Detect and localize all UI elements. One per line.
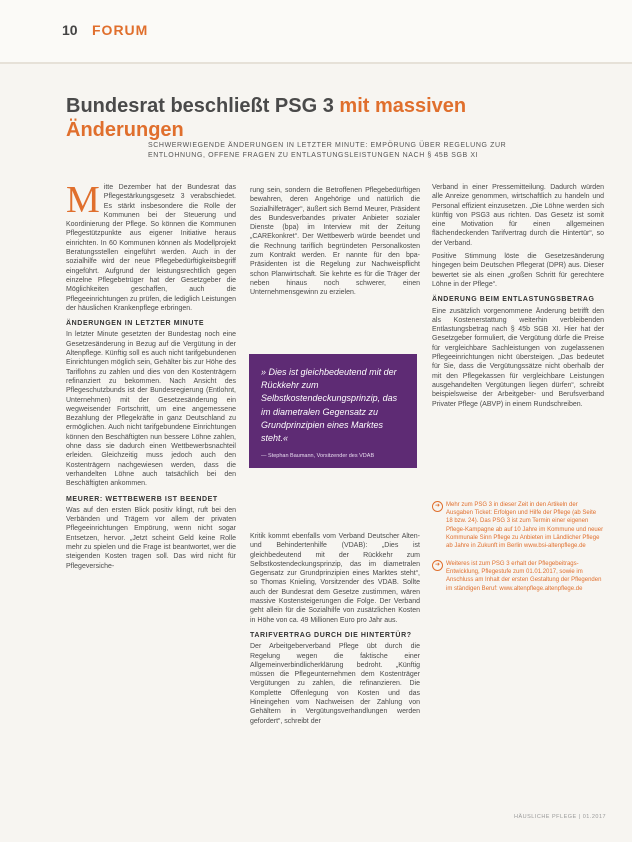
paragraph: In letzter Minute gesetzten der Bundestag noch eine Gesetzesänderung in Bezug auf die Vergütung in der Altenpflege. Künftig soll es auch nicht tarifgebundenen Einrichtungen möglich sein, Gehälter bis zur Höhe des Tariflohns zu zahlen und dies von den Kostenträgern refinanziert zu bekommen. Nach Ansicht des Pflegeschutzbunds ist der Bundesregierung (Entlohnt, Unternehmen) mit der Gesetzesänderung ein wegweisender Fortschritt, um eine angemessene Bezahlung der Pflegekräfte in ganz Deutschland zu ermöglichen. Auch nicht tarifgebundene Einrichtungen können den Beschäftigten nun bessere Löhne zahlen, ohne dass sie dadurch einen Wettbewerbsnachteil erleiden. Gleichzeitig muss jedoch auch den Kostenträgern nachgewiesen werden, dass die verhandelten Löhne auch tatsächlich bei den Beschäftigten ankommen. [66, 331, 236, 488]
paragraph-text: itte Dezember hat der Bundesrat das Pflegestärkungsgesetz 3 verabschiedet. Es stärkt insbesondere die Rolle der Kommunen bei der Steuerung und Koordinierung der Pflege. So können die Kommunen Pflegestützpunkte aus eigener Initiative heraus einrichten. In 60 Kommunen können als Modellprojekt Beratungsstellen eingeführt werden. Auch in der sozialhilfe wird der neue Pflegebedürftigkeitsbegriff eingeführt. Aufgrund der leistungsrechtlich gegen einzelne Pflegebetrüger hat der Gesetzgeber die Möglichkeiten geschaffen, auch die Pflegeeinrichtungen zu prüfen, die lediglich Leistungen der häuslichen Krankenpflege erbringen. [66, 184, 236, 312]
arrow-right-icon: ➜ [432, 501, 443, 512]
info-text: Weiteres ist zum PSG 3 erhalt der Pflegebeitrags-Entwicklung, Pflegestufe zum 01.01.2017, sowie im Anschluss am Inhalt der ersten Gestaltung der Pflegenden im ständigen Beruf: www.altenpflege.altenpflege.de [446, 561, 602, 592]
paragraph: Was auf den ersten Blick positiv klingt, ruft bei den Verbänden und Trägern vor allem der privaten Pflegeeinrichtungen Empörung, wenn nicht sogar Entsetzen, hervor. „Jetzt scheint Geld keine Rolle mehr zu spielen und die Frage ist beantwortet, wer die steigenden Kosten tragen soll. Das wird nicht für Pflegeversiche- [66, 506, 236, 570]
drop-cap: M [66, 179, 100, 221]
headline-part1: Bundesrat beschließt PSG 3 [66, 95, 334, 117]
section-heading: TARIFVERTRAG DURCH DIE HINTERTÜR? [250, 631, 412, 639]
column-3 [432, 183, 604, 413]
quote-author: — Stephan Baumann, Vorsitzender des VDAB [261, 453, 375, 460]
page-footer: HÄUSLICHE PFLEGE | 01.2017 [514, 814, 607, 820]
paragraph [66, 179, 236, 313]
paragraph: Der Arbeitgeberverband Pflege übt durch die Regelung wegen die faktische einer Allgemeinverbindlicherklärung bedroht. „Künftig müssen die Pflegeunternehmen dem Kostenträger Vergütungen zu zahlen, die refinanzieren. Die Komplette Offenlegung von Kosten und das Hineingehen vom Nachweisen der Zahlung von Gehältern in Vergütungsverhandlungen werden gefordert“, schreibt der [250, 643, 420, 725]
paragraph: Verband in einer Pressemitteilung. Dadurch würden alle Anreize genommen, wirtschaftlich zu handeln und Personal effizient einzusetzen. „Die Löhne werden sich künftig von PSG3 aus richten. Das Gesetz ist somit eine Motivation für einen allgemeinen flächendeckenden Tarifvertrag durch die Hintertür“, so der Verband. [432, 184, 604, 247]
paragraph: rung sein, sondern die Betroffenen Pflegebedürftigen bewahren, deren Angehörige und natürlich die Sozialhilfeträger“, äußert sich Bernd Meurer, Präsident des Bundesverbandes privater Anbieter sozialer Dienste (bpa) im Interview mit der Zeitung „CAREkonkret“. Der Wettbewerb würde beendet und die Rechnung tariflich begründeten Personalkosten zum Kontrakt werden. Er nannte für den bpa-Präsidenten ist die Regelung zur Nachweispflicht schon Planwirtschaft. Sie kehrte es für die Träger der neben hinaus noch schwerer, einen Unternehmensgewinn zu erzielen. [250, 187, 420, 297]
info-box [432, 501, 604, 550]
column-2-top [250, 186, 420, 302]
section-heading: ÄNDERUNG BEIM ENTLASTUNGSBETRAG [432, 296, 595, 304]
arrow-right-icon: ➜ [432, 560, 443, 571]
pull-quote [249, 354, 417, 468]
header-divider [0, 62, 632, 64]
column-1 [66, 179, 236, 575]
column-2-bottom [250, 532, 420, 730]
quote-text: » Dies ist gleichbedeutend mit der Rückkehr zum Selbstkostendeckungsprinzip, das im diametralen Gegensatz zu Grundprinzipien eines Marktes steht.« [261, 367, 398, 444]
headline-part2: mit massiven Änderungen [66, 95, 467, 141]
section-heading: MEURER: WETTBEWERB IST BEENDET [66, 495, 218, 503]
article-subhead: SCHWERWIEGENDE ÄNDERUNGEN IN LETZTER MINUTE: EMPÖRUNG ÜBER REGELUNG ZUR ENTLOHNUNG, OFFENE FRAGEN ZU ENTLASTUNGSLEISTUNGEN NACH § 45B SGB XI [148, 142, 507, 159]
paragraph: Kritik kommt ebenfalls vom Verband Deutscher Alten- und Behindertenhilfe (VDAB): „Dies ist gleichbedeutend mit der Rückkehr zum Selbstkostendeckungsprinzip, das im diametralen Gegensatz zur Grundprinzipien eines Marktes steht“, so Thomas Knieling, Vorsitzender des VDAB. Sollte auch der Bundesrat dem Gesetze zustimmen, wären massive Kostensteigerungen die Folge. Der Verband geht allein für die Sozialhilfe von zusätzlichen Kosten in Höhe von ca. 49 Millionen Euro pro Jahr aus. [250, 533, 420, 624]
article-headline [66, 94, 586, 142]
page-number: 10 [62, 22, 78, 38]
paragraph: Positive Stimmung löste die Gesetzesänderung hingegen beim Deutschen Pflegerat (DPR) aus. Dieser bewertet sie als einen „großen Schritt für gerechtere Löhne in der Pflege“. [432, 253, 604, 288]
info-text: Mehr zum PSG 3 in dieser Zeit in den Artikeln der Ausgaben Ticket: Erfolgen und Hilfe der Pflege (ab Seite 18 bzw. 24). Das PSG 3 ist zum Termin einer eigenen Pflege-Kampagne ab auf 10 Jahre im Kommune und neuer Kommunale Sinn Pflege zu Anbieten im Ländlicher Pflege ab Jahre in Zukunft im Berlin www.bsi-altenpflege.de [446, 502, 604, 550]
section-label: FORUM [92, 22, 149, 38]
section-heading: ÄNDERUNGEN IN LETZTER MINUTE [66, 320, 205, 328]
info-box [432, 560, 604, 593]
paragraph: Eine zusätzlich vorgenommene Änderung betrifft den als Kostenerstattung weiterhin verbleibenden Entlastungsbetrag nach § 45b SGB XI. Hier hat der Gesetzgeber formuliert, die Vergütung dürfe die Preise für vergleichbare Sachleistungen von zugelassenen Pflegeeinrichtungen nicht übersteigen. „Das bedeutet für Sie, dass die Vergütungssätze nicht oberhalb der mit den Pflegekassen für vergleichbare Leistungen ausgehandelten Vergütungen liegen dürfen“, schreibt beispielsweise der Arbeitgeber- und Berufsverband Privater Pflege (ABVP) in einem Rundschreiben. [432, 307, 604, 408]
